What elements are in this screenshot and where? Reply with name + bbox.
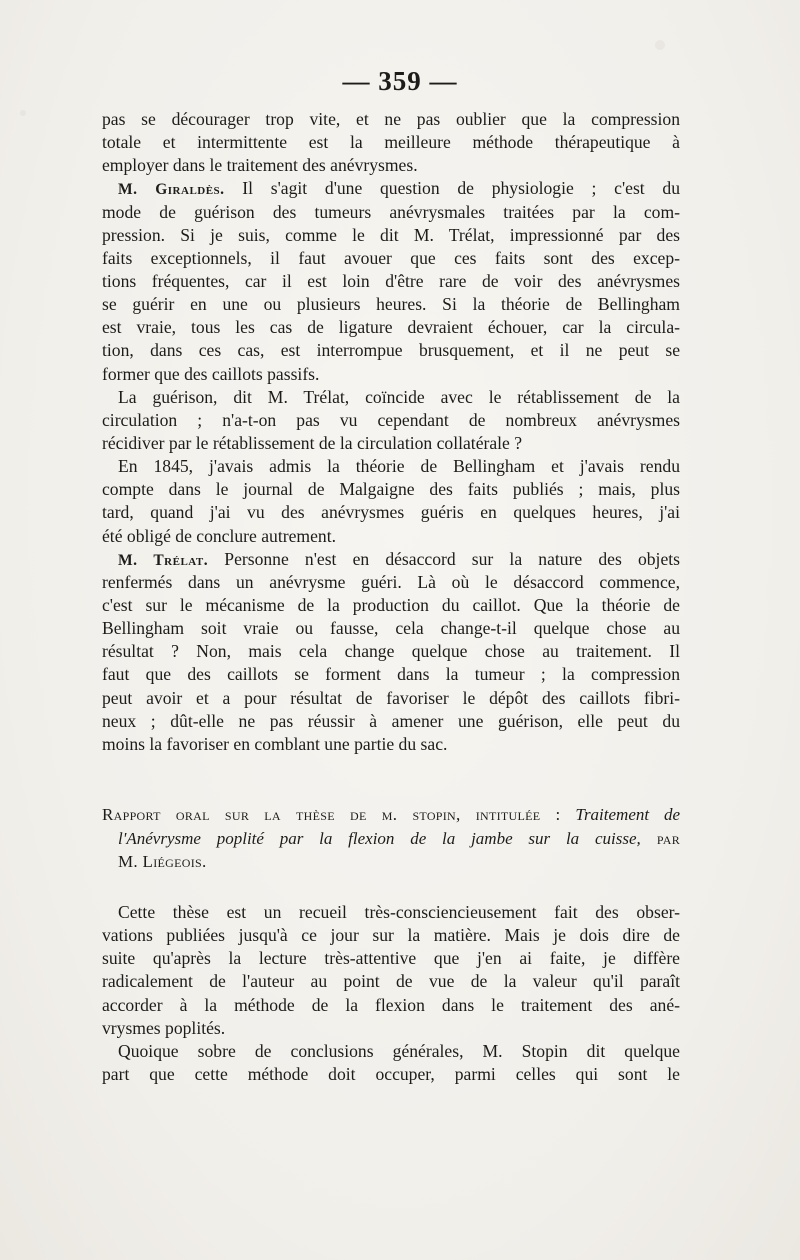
speaker-text: Personne n'est en désaccord sur la nature des objets bbox=[208, 548, 680, 569]
speaker-line bbox=[102, 177, 680, 200]
author-name: M. Liégeois. bbox=[118, 852, 207, 871]
heading-line bbox=[102, 827, 680, 851]
text-line: faits exceptionnels, il faut avouer que ces faits sont des excep- bbox=[102, 247, 680, 268]
paper-stain bbox=[20, 110, 26, 116]
speaker-line bbox=[102, 548, 680, 571]
text-line: vations publiées jusqu'à ce jour sur la matière. Mais je dois dire de bbox=[102, 925, 680, 946]
report-text bbox=[102, 901, 680, 1086]
speaker-text: Il s'agit d'une question de physiologie ; c'est du bbox=[224, 178, 681, 199]
heading-line bbox=[102, 803, 680, 827]
speaker-name: M. Trélat. bbox=[118, 551, 209, 569]
text-line: vrysmes poplités. bbox=[102, 1017, 226, 1038]
text-line: La guérison, dit M. Trélat, coïncide avec le rétablissement de la bbox=[118, 386, 680, 407]
heading-title: Traitement de bbox=[560, 805, 680, 824]
text-line: récidiver par le rétablissement de la circulation collatérale ? bbox=[102, 432, 523, 453]
heading-caps: Rapport oral sur la thèse de m. stopin, intitulée : bbox=[102, 805, 561, 824]
heading-author bbox=[102, 850, 680, 874]
text-line: Quoique sobre de conclusions générales, M. Stopin dit quelque bbox=[118, 1040, 680, 1061]
text-line: se guérir en une ou plusieurs heures. Si la théorie de Bellingham bbox=[102, 294, 680, 315]
text-line: totale et intermittente est la meilleure méthode thérapeutique à bbox=[102, 132, 680, 153]
text-line: peut avoir et a pour résultat de favoriser le dépôt des caillots fibri- bbox=[102, 687, 680, 708]
text-line: tions fréquentes, car il est loin d'être rare de voir des anévrysmes bbox=[102, 270, 680, 291]
discussion-text bbox=[102, 108, 680, 756]
text-line: pas se décourager trop vite, et ne pas oublier que la compression bbox=[102, 109, 680, 129]
text-line: neux ; dût-elle ne pas réussir à amener une guérison, elle peut du bbox=[102, 710, 680, 731]
text-line: Cette thèse est un recueil très-consciencieusement fait des obser- bbox=[118, 902, 680, 922]
text-line: suite qu'après la lecture très-attentive que j'en ai faite, je diffère bbox=[102, 948, 680, 969]
text-line: tard, quand j'ai vu des anévrysmes guéris en quelques heures, j'ai bbox=[102, 502, 680, 523]
text-line: mode de guérison des tumeurs anévrysmales traitées par la com- bbox=[102, 201, 680, 222]
text-line: former que des caillots passifs. bbox=[102, 363, 320, 384]
text-line: tion, dans ces cas, est interrompue brusquement, et il ne peut se bbox=[102, 340, 680, 361]
text-line: est vraie, tous les cas de ligature devraient échouer, car la circula- bbox=[102, 317, 680, 338]
text-line: circulation ; n'a-t-on pas vu cependant de nombreux anévrysmes bbox=[102, 409, 680, 430]
text-line: c'est sur le mécanisme de la production du caillot. Que la théorie de bbox=[102, 594, 680, 615]
text-line: employer dans le traitement des anévrysmes. bbox=[102, 155, 418, 176]
text-line: renfermés dans un anévrysme guéri. Là où le désaccord commence, bbox=[102, 571, 680, 592]
text-line: En 1845, j'avais admis la théorie de Bellingham et j'avais rendu bbox=[118, 456, 680, 477]
text-line: accorder à la méthode de la flexion dans le traitement des ané- bbox=[102, 994, 680, 1015]
text-line: moins la favoriser en comblant une partie du sac. bbox=[102, 733, 448, 754]
text-line: Bellingham soit vraie ou fausse, cela change-t-il quelque chose au bbox=[102, 618, 680, 639]
page-number: — 359 — bbox=[342, 66, 458, 96]
report-heading bbox=[102, 803, 680, 874]
text-line: part que cette méthode doit occuper, parmi celles qui sont le bbox=[102, 1063, 680, 1084]
paper-stain bbox=[655, 40, 665, 50]
speaker-name: M. Giraldès. bbox=[118, 181, 225, 199]
text-line: pression. Si je suis, comme le dit M. Trélat, impressionné par des bbox=[102, 224, 680, 245]
text-line: faut que des caillots se forment dans la tumeur ; la compression bbox=[102, 664, 680, 685]
text-line: résultat ? Non, mais cela change quelque chose au traitement. Il bbox=[102, 641, 680, 662]
heading-title: l'Anévrysme poplité par la flexion de la jambe sur la cuisse, bbox=[118, 828, 641, 848]
text-line: été obligé de conclure autrement. bbox=[102, 525, 336, 546]
text-line: compte dans le journal de Malgaigne des faits publiés ; mais, plus bbox=[102, 479, 680, 500]
heading-caps: par bbox=[640, 828, 681, 848]
text-line: radicalement de l'auteur au point de vue de la valeur qu'il paraît bbox=[102, 971, 680, 992]
